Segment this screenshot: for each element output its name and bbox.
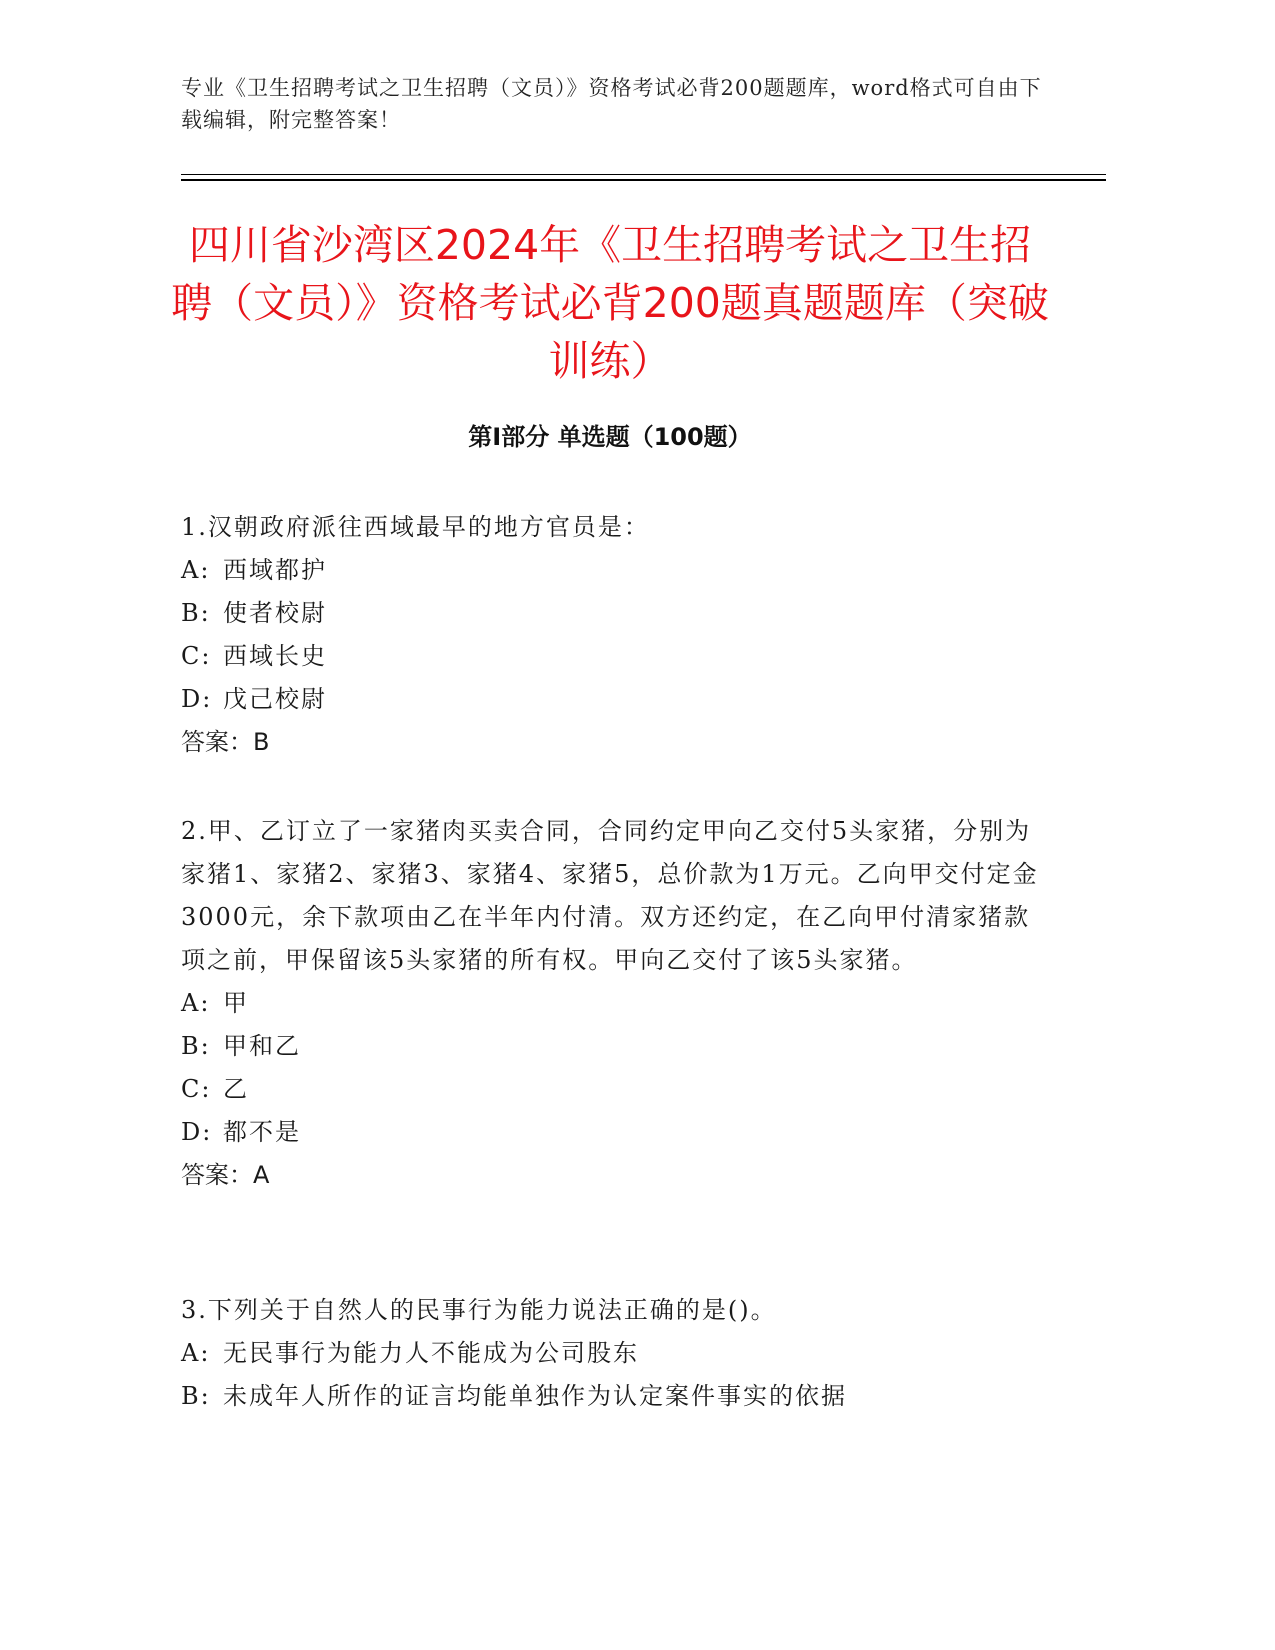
question-2 <box>181 810 1051 1197</box>
question-3 <box>181 1289 1051 1418</box>
option-letter: A: <box>181 556 211 584</box>
option-b <box>181 1025 1051 1068</box>
header-note: 专业《卫生招聘考试之卫生招聘（文员）》资格考试必背200题题库，word格式可自由下载编辑，附完整答案！ <box>181 76 1042 132</box>
section-heading: 第I部分 单选题（100题） <box>468 423 752 451</box>
question-stem: 3.下列关于自然人的民事行为能力说法正确的是()。 <box>181 1296 777 1324</box>
option-text: 都不是 <box>223 1118 301 1146</box>
answer-line: 答案：B <box>181 728 270 756</box>
option-letter: A: <box>181 1339 211 1367</box>
option-letter: A: <box>181 989 211 1017</box>
option-a <box>181 549 1051 592</box>
option-text: 甲 <box>223 989 249 1017</box>
option-text: 无民事行为能力人不能成为公司股东 <box>223 1339 639 1367</box>
option-c <box>181 1068 1051 1111</box>
option-text: 西域都护 <box>223 556 327 584</box>
option-b <box>181 592 1051 635</box>
option-letter: C: <box>181 1075 212 1103</box>
option-text: 西域长史 <box>223 642 327 670</box>
option-d <box>181 1111 1051 1154</box>
option-a <box>181 982 1051 1025</box>
option-text: 乙 <box>223 1075 249 1103</box>
option-text: 未成年人所作的证言均能单独作为认定案件事实的依据 <box>223 1382 847 1410</box>
option-a <box>181 1332 1051 1375</box>
option-letter: B: <box>181 1382 211 1410</box>
question-stem: 1.汉朝政府派往西域最早的地方官员是： <box>181 513 650 541</box>
option-letter: B: <box>181 1032 211 1060</box>
question-1 <box>181 506 1051 764</box>
option-letter: D: <box>181 685 213 713</box>
header-rule-thick <box>181 179 1106 181</box>
option-d <box>181 678 1051 721</box>
option-text: 甲和乙 <box>223 1032 301 1060</box>
document-title: 四川省沙湾区2024年《卫生招聘考试之卫生招聘（文员）》资格考试必背200题真题题库（突破训练） <box>171 221 1049 385</box>
question-stem: 2.甲、乙订立了一家猪肉买卖合同，合同约定甲向乙交付5头家猪，分别为家猪1、家猪2、家猪3、家猪4、家猪5，总价款为1万元。乙向甲交付定金3000元，余下款项由乙在半年内付清。双方还约定，在乙向甲付清家猪款项之前，甲保留该5头家猪的所有权。甲向乙交付了该5头家猪。 <box>181 817 1039 974</box>
header-rule-thin <box>181 174 1106 175</box>
option-letter: D: <box>181 1118 213 1146</box>
option-text: 戊己校尉 <box>223 685 327 713</box>
option-letter: B: <box>181 599 211 627</box>
answer-line: 答案：A <box>181 1161 270 1189</box>
option-c <box>181 635 1051 678</box>
option-text: 使者校尉 <box>223 599 327 627</box>
option-b <box>181 1375 1051 1418</box>
option-letter: C: <box>181 642 212 670</box>
